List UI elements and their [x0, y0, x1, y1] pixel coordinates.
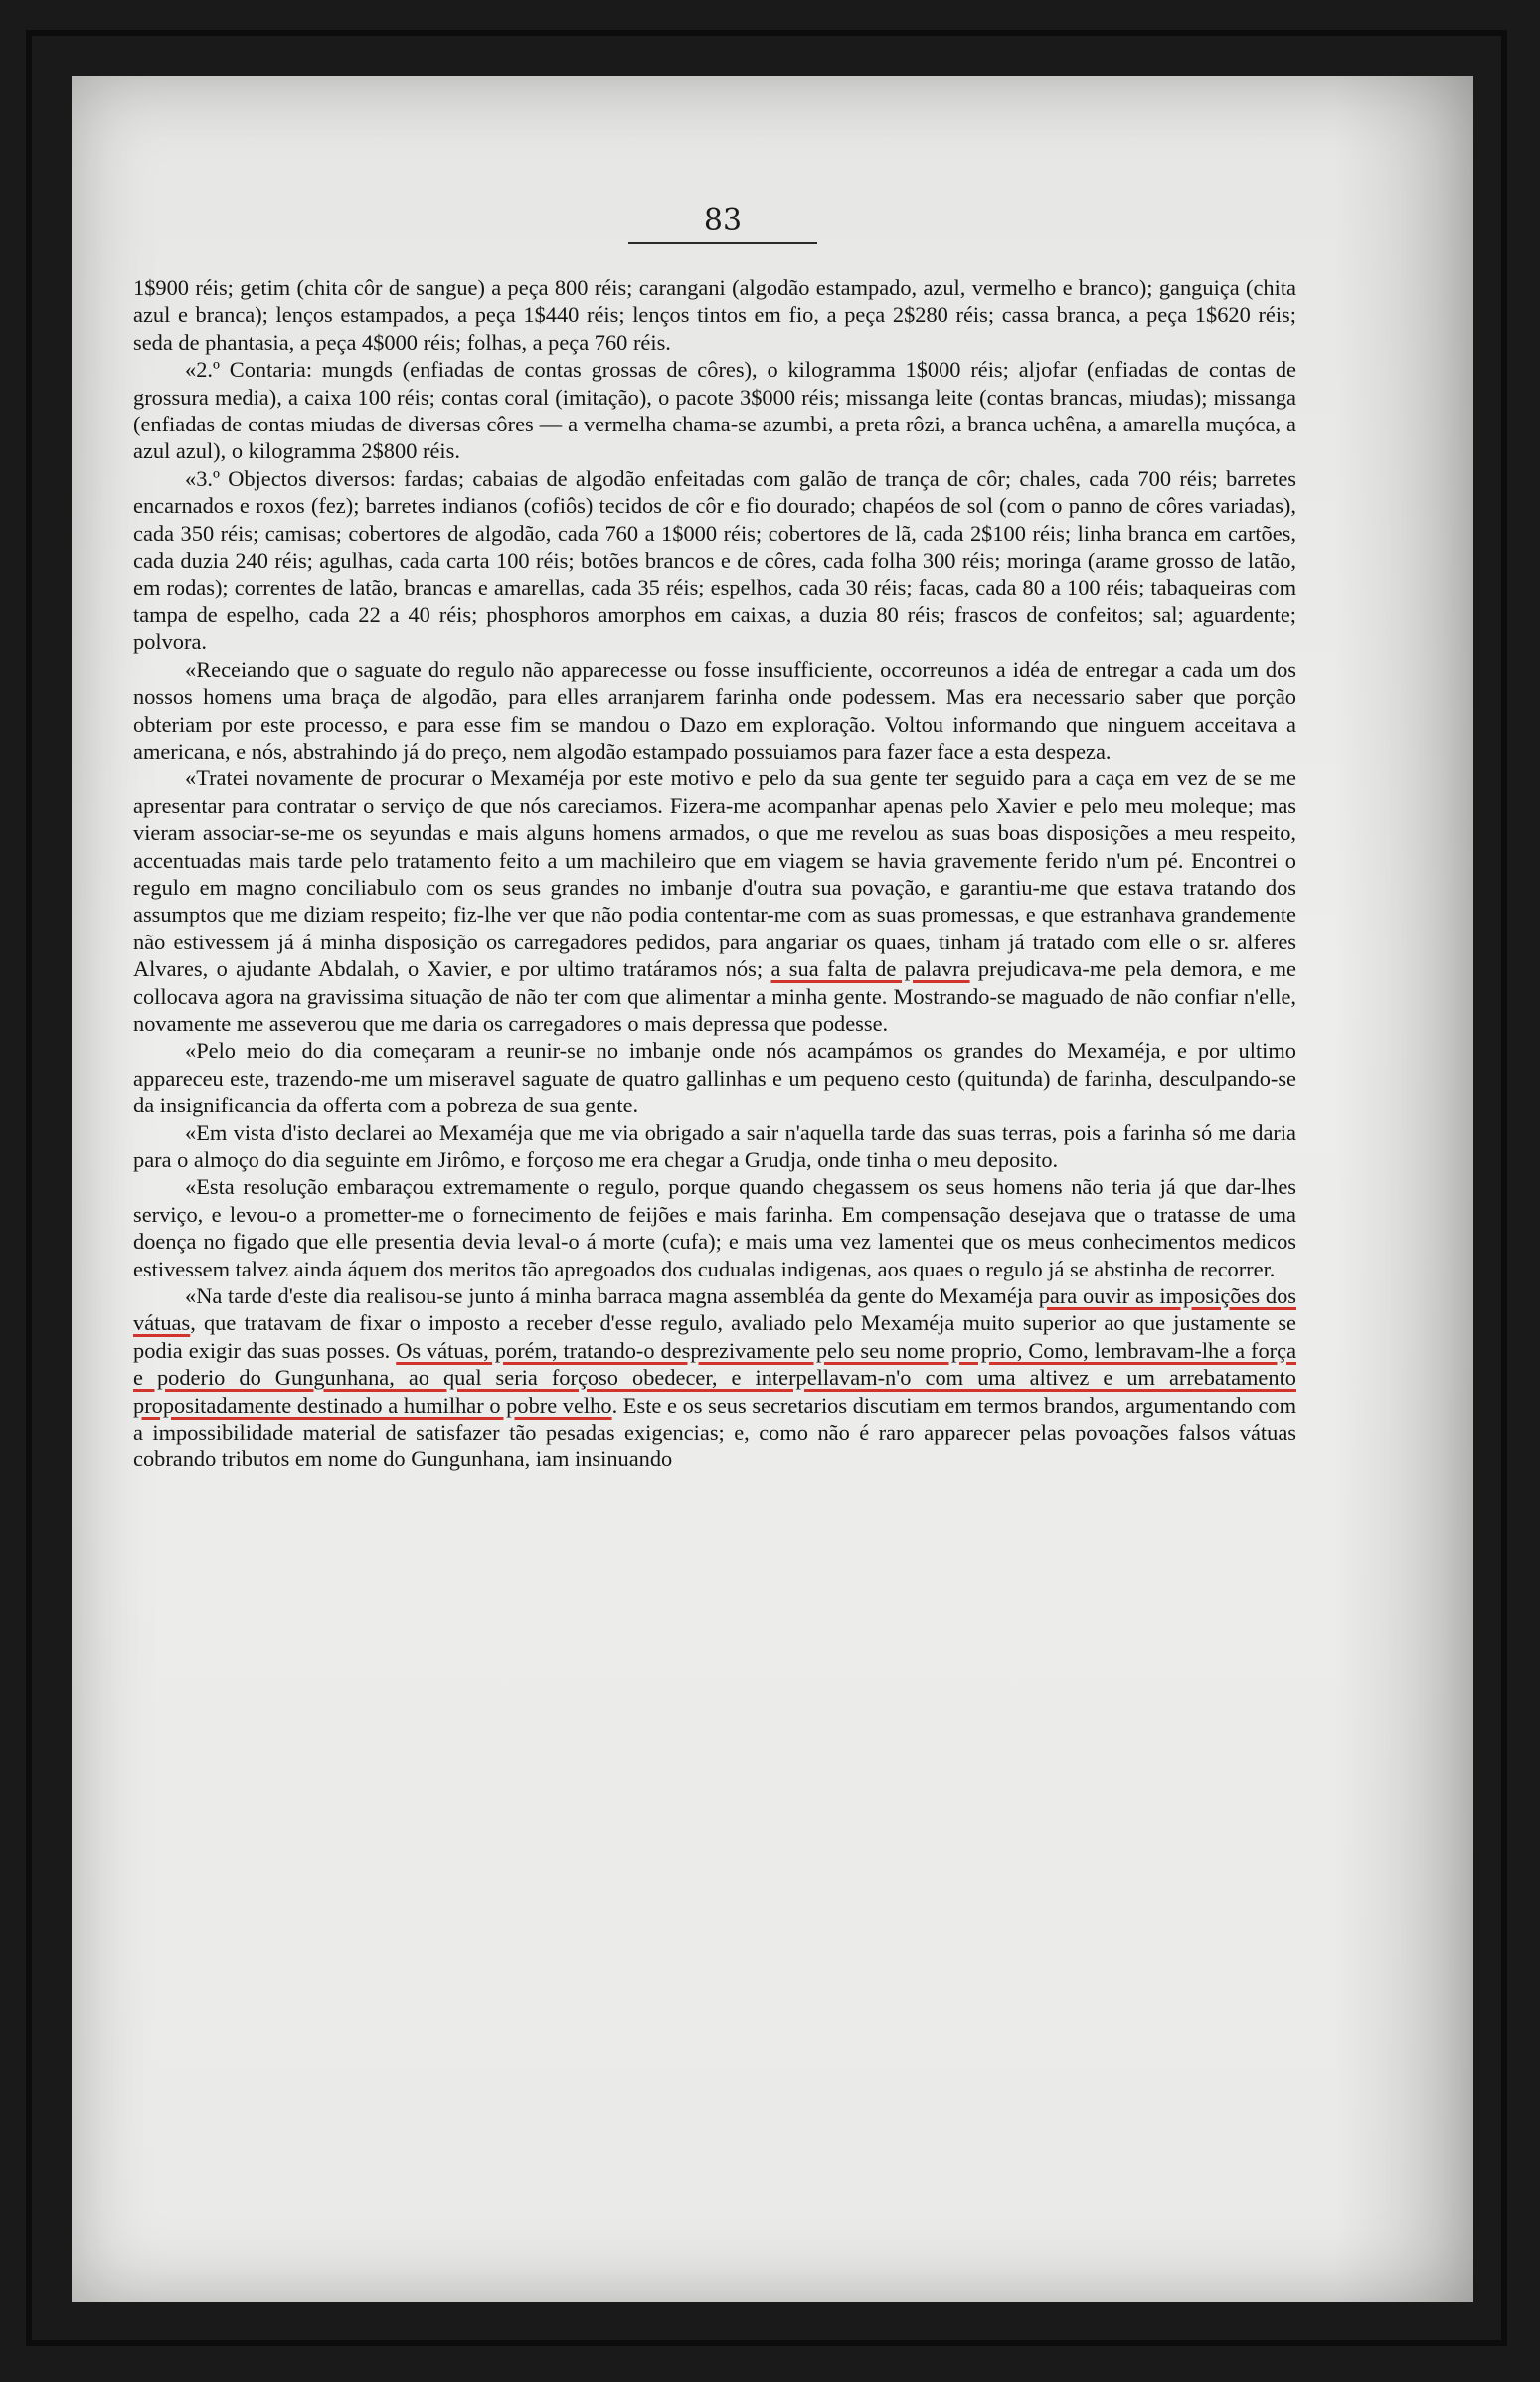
- paragraph-saguate: «Receiando que o saguate do regulo não apparecesse ou fosse insufficiente, occorreunos a idéa de entregar a cada um dos nossos homens uma braça de algodão, para elles arranjarem farinha onde podessem. Mas era necessario saber que porção obteriam por este processo, e para esse fim se mandou o Dazo em exploração. Voltou informando que ninguem acceitava a americana, e nós, abstrahindo já do preço, nem algodão estampado possuiamos para fazer face a esta despeza.: [133, 656, 1296, 764]
- paragraph-text: prejudicava-me pela demora, e me collocava agora na gravissima situação de não ter com que alimentar a minha gente. Mostrando-se maguado de não confiar n'elle, novamente me asseverou que me daria os carregadores o mais depressa que podesse.: [133, 956, 1296, 1036]
- red-underline-annotation: Os vátuas, porém, tratando-o desprezivamente pelo seu nome proprio, Como, lembravam-lhe a força e poderio do Gungunhana, ao qual seria forçoso obedecer, e interpellavam-n'o com uma altivez e um arrebatamento propositadamente destinado a humilhar o pobre velho: [133, 1337, 1297, 1418]
- paragraph-midday: «Pelo meio do dia começaram a reunir-se no imbanje onde nós acampámos os grandes do Mexaméja, e por ultimo appareceu este, trazendo-me um miseravel saguate de quatro gallinhas e um pequeno cesto (quitunda) de farinha, desculpando-se da insignificancia da offerta com a pobreza de sua gente.: [133, 1038, 1296, 1118]
- paragraph-objectos-diversos: «3.º Objectos diversos: fardas; cabaias de algodão enfeitadas com galão de trança de côr; chales, cada 700 réis; barretes encarnados e roxos (fez); barretes indianos (cofiôs) tecidos de côr e fio dourado; chapéos de sol (com o panno de côres variadas), cada 350 réis; camisas; cobertores de algodão, cada 760 a 1$000 réis; cobertores de lã, cada 2$100 réis; linha branca em cartões, cada duzia 240 réis; agulhas, cada carta 100 réis; botões brancos e de côres, cada folha 300 réis; moringa (arame grosso de latão, em rodas); correntes de latão, brancas e amarellas, cada 35 réis; espelhos, cada 30 réis; facas, cada 80 a 100 réis; tabaqueiras com tampa de espelho, cada 22 a 40 réis; phosphoros amorphos em caixas, a duzia 80 réis; frascos de confeitos; sal; aguardente; polvora.: [133, 465, 1296, 655]
- paragraph-departure: «Em vista d'isto declarei ao Mexaméja que me via obrigado a sair n'aquella tarde das suas terras, pois a farinha só me daria para o almoço do dia seguinte em Jirômo, e forçoso me era chegar a Grudja, onde tinha o meu deposito.: [133, 1119, 1296, 1172]
- book-page: [72, 76, 1473, 2302]
- paragraph-text: «Na tarde d'este dia realisou-se junto á minha barraca magna assembléa da gente do Mexaméja: [185, 1283, 1039, 1309]
- page-body: [133, 274, 1296, 1473]
- paragraph-text: . Este e os seus secretarios discutiam em termos brandos, argumentando com a impossibilidade material de satisfazer tão pesadas exigencias; e, como não é raro apparecer pelas povoações falsos vátuas cobrando tributos em nome do Gungunhana, iam insinuando: [133, 1392, 1296, 1472]
- red-underline-annotation: a sua falta de palavra: [770, 956, 970, 982]
- paragraph-mexameja-visit: [133, 765, 1296, 1037]
- paragraph-resolution: «Esta resolução embaraçou extremamente o regulo, porque quando chegassem os seus homens não teria já que dar-lhes serviço, e levou-o a prometter-me o fornecimento de feijões e mais farinha. Em compensação desejava que o tratasse de uma doença no figado que elle presentia devia leval-o á morte (cufa); e mais uma vez lamentei que os meus conhecimentos medicos estivessem talvez ainda áquem dos meritos tão apregoados dos cudualas indigenas, aos quaes o regulo já se abstinha de recorrer.: [133, 1174, 1296, 1281]
- page-number: 83: [628, 203, 817, 244]
- red-underline-annotation: para ouvir as imposições dos vátuas: [133, 1283, 1297, 1336]
- paragraph-contaria: «2.º Contaria: mungds (enfiadas de contas grossas de côres), o kilogramma 1$000 réis; aljofar (enfiadas de contas de grossura media), a caixa 100 réis; contas coral (imitação), o pacote 3$000 réis; missanga leite (contas brancas, miudas); missanga (enfiadas de contas miudas de diversas côres — a vermelha chama-se azumbi, a preta rôzi, a branca uchêna, a amarella muçóca, a azul azul), o kilogramma 2$800 réis.: [133, 357, 1296, 464]
- paragraph-assembly: [133, 1282, 1296, 1473]
- paragraph-cloth-prices: 1$900 réis; getim (chita côr de sangue) a peça 800 réis; carangani (algodão estampado, azul, vermelho e branco); ganguiça (chita azul e branca); lenços estampados, a peça 1$440 réis; lenços tintos em fio, a peça 2$280 réis; cassa branca, a peça 1$620 réis; seda de phantasia, a peça 4$000 réis; folhas, a peça 760 réis.: [133, 275, 1296, 355]
- paragraph-text: «Tratei novamente de procurar o Mexaméja por este motivo e pelo da sua gente ter seguido para a caça em vez de se me apresentar para contratar o serviço de que nós careciamos. Fizera-me acompanhar apenas pelo Xavier e pelo meu moleque; mas vieram associar-se-me os seyundas e mais alguns homens armados, o que me revelou as suas boas disposições a meu respeito, accentuadas mais tarde pelo tratamento feito a um machileiro que em viagem se havia gravemente ferido n'um pé. Encontrei o regulo em magno conciliabulo com os seus grandes no imbanje d'outra sua povação, e garantiu-me que estava tratando dos assumptos que me diziam respeito; fiz-lhe ver que não podia contentar-me com as suas promessas, e que estranhava grandemente não estivessem já á minha disposição os carregadores pedidos, para angariar os quaes, tinham já tratado com elle o sr. alferes Alvares, o ajudante Abdalah, o Xavier, e por ultimo tratáramos nós;: [133, 766, 1296, 982]
- scan-frame: [26, 30, 1507, 2346]
- paragraph-text: , que tratavam de fixar o imposto a receber d'esse regulo, avaliado pelo Mexaméja muito superior ao que justamente se podia exigir das suas posses.: [133, 1310, 1296, 1363]
